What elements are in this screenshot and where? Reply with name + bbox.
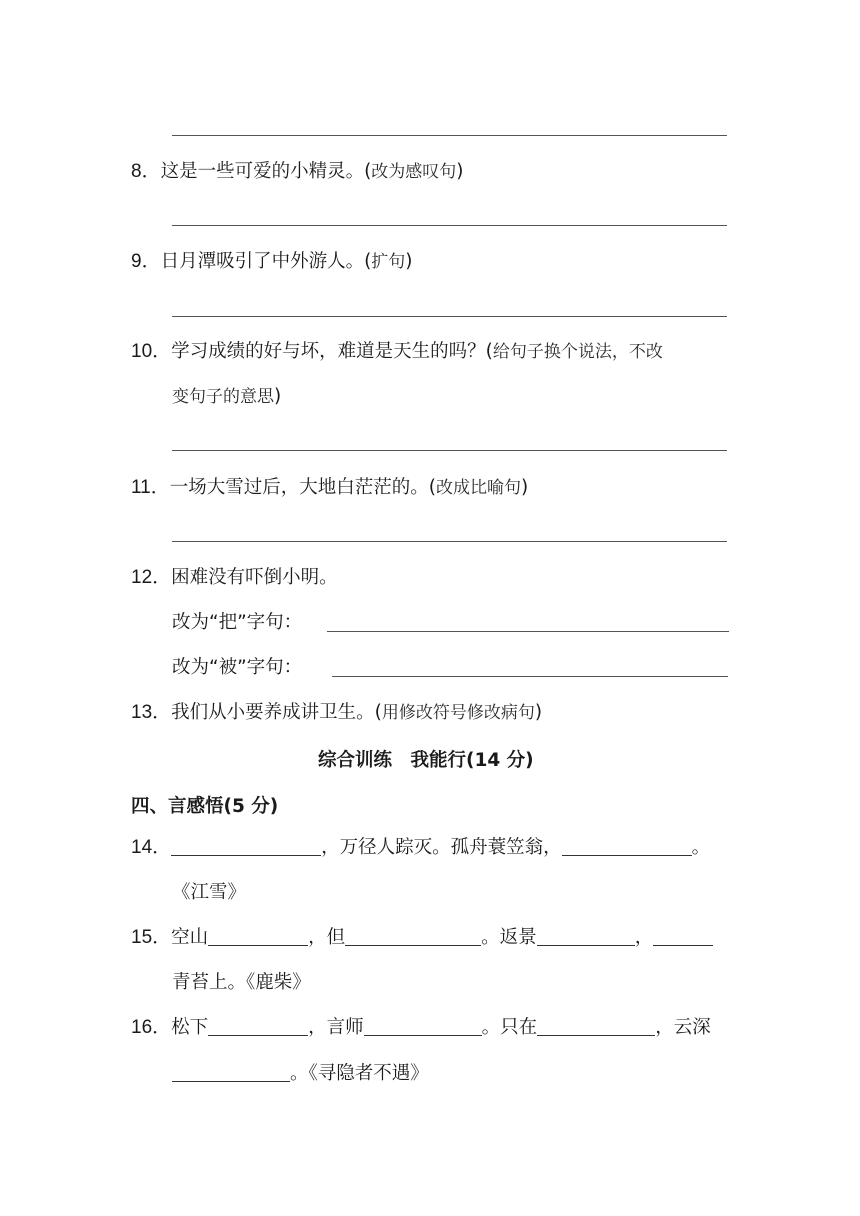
question-hint: 改成比喻句 — [435, 478, 521, 498]
question-8 — [131, 160, 464, 184]
question-10 — [131, 340, 663, 364]
bei-sentence-row — [172, 656, 302, 680]
question-15 — [131, 926, 713, 950]
question-16 — [131, 1016, 711, 1040]
ba-sentence-blank[interactable] — [327, 631, 729, 632]
question-13 — [131, 701, 542, 725]
answer-line-q11[interactable] — [172, 541, 727, 542]
fill-blank[interactable] — [345, 927, 481, 946]
ba-sentence-label: 改为“把”字句： — [172, 612, 303, 633]
poem-source: 。《寻隐者不遇》 — [290, 1063, 429, 1084]
question-number: 10． — [131, 341, 172, 362]
answer-line-q7 — [172, 135, 727, 136]
ba-sentence-row — [172, 611, 302, 635]
question-10-line2 — [172, 385, 281, 409]
question-hint: 用修改符号修改病句 — [381, 703, 535, 723]
question-number: 12． — [131, 567, 172, 588]
part-heading: 四、言感悟(5 分) — [131, 796, 279, 817]
question-16-line2 — [172, 1062, 429, 1086]
question-number: 8． — [131, 161, 161, 182]
question-number: 9． — [131, 251, 161, 272]
fill-blank[interactable] — [208, 1017, 308, 1036]
question-number: 16． — [131, 1017, 172, 1038]
fill-blank[interactable] — [537, 927, 635, 946]
question-hint: 改为感叹句 — [371, 162, 457, 182]
question-hint: 扩句 — [371, 252, 406, 272]
question-9 — [131, 250, 413, 274]
question-12 — [131, 566, 338, 590]
bei-sentence-blank[interactable] — [332, 676, 728, 677]
question-text: 空山 — [171, 927, 209, 948]
question-number: 15． — [131, 927, 172, 948]
fill-blank[interactable] — [562, 837, 692, 856]
question-text: 我们从小要养成讲卫生。( — [171, 702, 382, 723]
question-number: 13． — [131, 702, 172, 723]
question-text: ，但 — [308, 927, 346, 948]
question-text: ， — [634, 927, 654, 948]
fill-blank[interactable] — [208, 927, 308, 946]
period: 。 — [691, 837, 711, 858]
section-title: 综合训练 我能行(14 分) — [318, 750, 534, 771]
question-text: 松下 — [171, 1017, 209, 1038]
question-14 — [131, 836, 710, 860]
question-number: 14． — [131, 837, 172, 858]
answer-line-q8[interactable] — [172, 225, 727, 226]
poem-source: 《江雪》 — [172, 882, 247, 903]
fill-blank[interactable] — [653, 927, 713, 946]
answer-line-q10[interactable] — [172, 450, 727, 451]
question-text: 这是一些可爱的小精灵。( — [160, 161, 372, 182]
paren-close: ) — [274, 386, 282, 407]
question-text: ，万径人踪灭。孤舟蓑笠翁， — [321, 837, 562, 858]
question-text: ，言师 — [308, 1017, 364, 1038]
question-hint: 给句子换个说法，不改 — [492, 342, 663, 362]
question-15-line2: 青苔上。《鹿柴》 — [172, 972, 311, 993]
question-11 — [131, 476, 528, 500]
fill-blank[interactable] — [171, 837, 321, 856]
question-text: 一场大雪过后，大地白茫茫的。( — [169, 477, 436, 498]
paren-close: ) — [456, 161, 464, 182]
bei-sentence-label: 改为“被”字句： — [172, 657, 303, 678]
paren-close: ) — [520, 477, 529, 498]
question-number: 11． — [131, 477, 170, 498]
answer-line-q9[interactable] — [172, 316, 727, 317]
question-text: 困难没有吓倒小明。 — [171, 567, 338, 588]
question-text: ，云深 — [655, 1017, 711, 1038]
paren-close: ) — [534, 702, 543, 723]
question-text: 学习成绩的好与坏，难道是天生的吗？( — [171, 341, 493, 362]
paren-close: ) — [405, 251, 413, 272]
question-text: 。返景 — [481, 927, 537, 948]
question-hint-cont: 变句子的意思 — [172, 387, 274, 407]
fill-blank[interactable] — [537, 1017, 655, 1036]
question-text: 。只在 — [481, 1017, 538, 1038]
fill-blank[interactable] — [172, 1063, 290, 1082]
fill-blank[interactable] — [364, 1017, 482, 1036]
question-text: 日月潭吸引了中外游人。( — [160, 251, 372, 272]
